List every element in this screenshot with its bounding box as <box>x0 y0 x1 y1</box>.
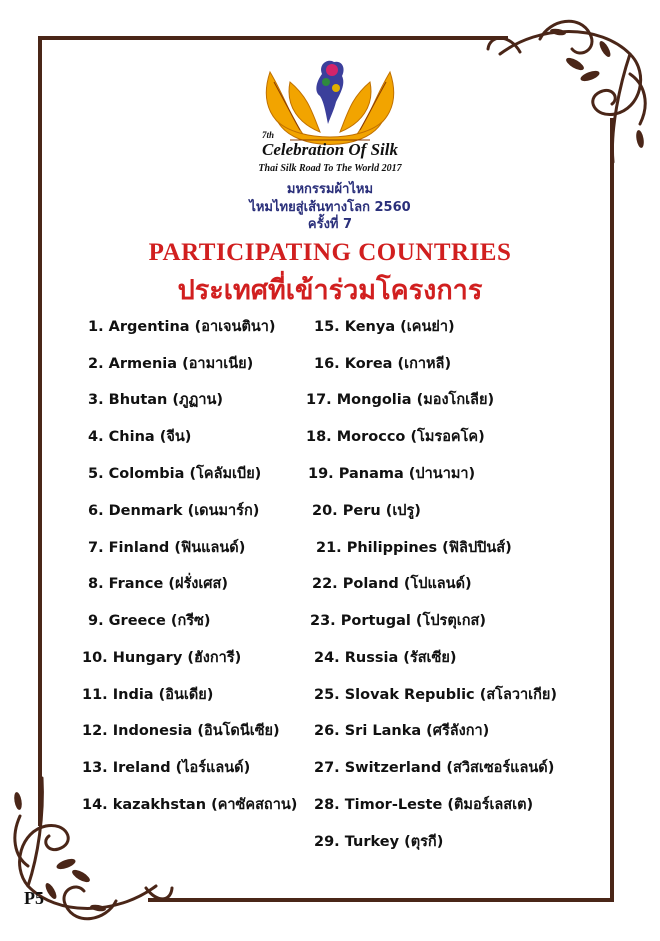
country-item: 16. Korea (เกาหลี) <box>314 356 452 372</box>
country-item: 12. Indonesia (อินโดนีเซีย) <box>82 723 280 739</box>
country-item: 17. Mongolia (มองโกเลีย) <box>306 392 495 408</box>
logo-thai-line-3: ครั้งที่ 7 <box>307 217 353 232</box>
country-item: 26. Sri Lanka (ศรีลังกา) <box>314 723 490 739</box>
page-number: P5 <box>24 888 44 908</box>
logo-thai-line-2: ไหมไทยสู่เส้นทางโลก 2560 <box>249 200 411 215</box>
frame-bottom-border <box>148 898 614 902</box>
country-item: 4. China (จีน) <box>88 429 192 445</box>
logo-thai-line-1: มหกรรมผ้าไหม <box>286 182 374 197</box>
edition-number: 7th <box>262 130 275 140</box>
country-item: 7. Finland (ฟินแลนด์) <box>88 540 246 556</box>
country-item: 25. Slovak Republic (สโลวาเกีย) <box>314 687 557 703</box>
country-item: 10. Hungary (ฮังการี) <box>82 650 242 666</box>
logo-title: Celebration Of Silk <box>261 140 398 159</box>
frame-top-border <box>38 36 508 40</box>
country-item: 29. Turkey (ตุรกี) <box>314 834 444 850</box>
country-item: 20. Peru (เปรู) <box>312 503 421 519</box>
heading-english: PARTICIPATING COUNTRIES <box>148 239 512 266</box>
country-item: 2. Armenia (อามาเนีย) <box>88 356 254 372</box>
country-item: 28. Timor-Leste (ติมอร์เลสเต) <box>314 797 534 813</box>
country-item: 27. Switzerland (สวิสเซอร์แลนด์) <box>314 760 555 776</box>
frame-right-border <box>610 118 614 902</box>
country-item: 23. Portugal (โปรตุเกส) <box>310 613 486 629</box>
country-item: 1. Argentina (อาเจนตินา) <box>88 319 276 335</box>
country-item: 6. Denmark (เดนมาร์ก) <box>88 503 260 519</box>
country-item: 5. Colombia (โคลัมเบีย) <box>88 466 262 482</box>
country-item: 15. Kenya (เคนย่า) <box>314 319 455 335</box>
logo-subtitle: Thai Silk Road To The World 2017 <box>258 163 402 174</box>
country-item: 3. Bhutan (ภูฏาน) <box>88 392 224 408</box>
country-item: 19. Panama (ปานามา) <box>308 466 476 482</box>
country-item: 8. France (ฝรั่งเศส) <box>88 576 228 592</box>
frame-left-border <box>38 36 42 826</box>
heading-thai: ประเทศที่เข้าร่วมโครงการ <box>177 275 483 306</box>
country-item: 13. Ireland (ไอร์แลนด์) <box>82 760 251 776</box>
country-item: 18. Morocco (โมรอคโค) <box>306 429 485 445</box>
flourish-ornament-top-right <box>480 14 655 164</box>
country-item: 9. Greece (กรีซ) <box>88 613 211 629</box>
country-item: 22. Poland (โปแลนด์) <box>312 576 472 592</box>
country-item: 11. India (อินเดีย) <box>82 687 214 703</box>
country-item: 24. Russia (รัสเซีย) <box>314 650 457 666</box>
country-item: 21. Philippines (ฟิลิปปินส์) <box>316 540 512 556</box>
country-item: 14. kazakhstan (คาซัคสถาน) <box>82 797 298 813</box>
